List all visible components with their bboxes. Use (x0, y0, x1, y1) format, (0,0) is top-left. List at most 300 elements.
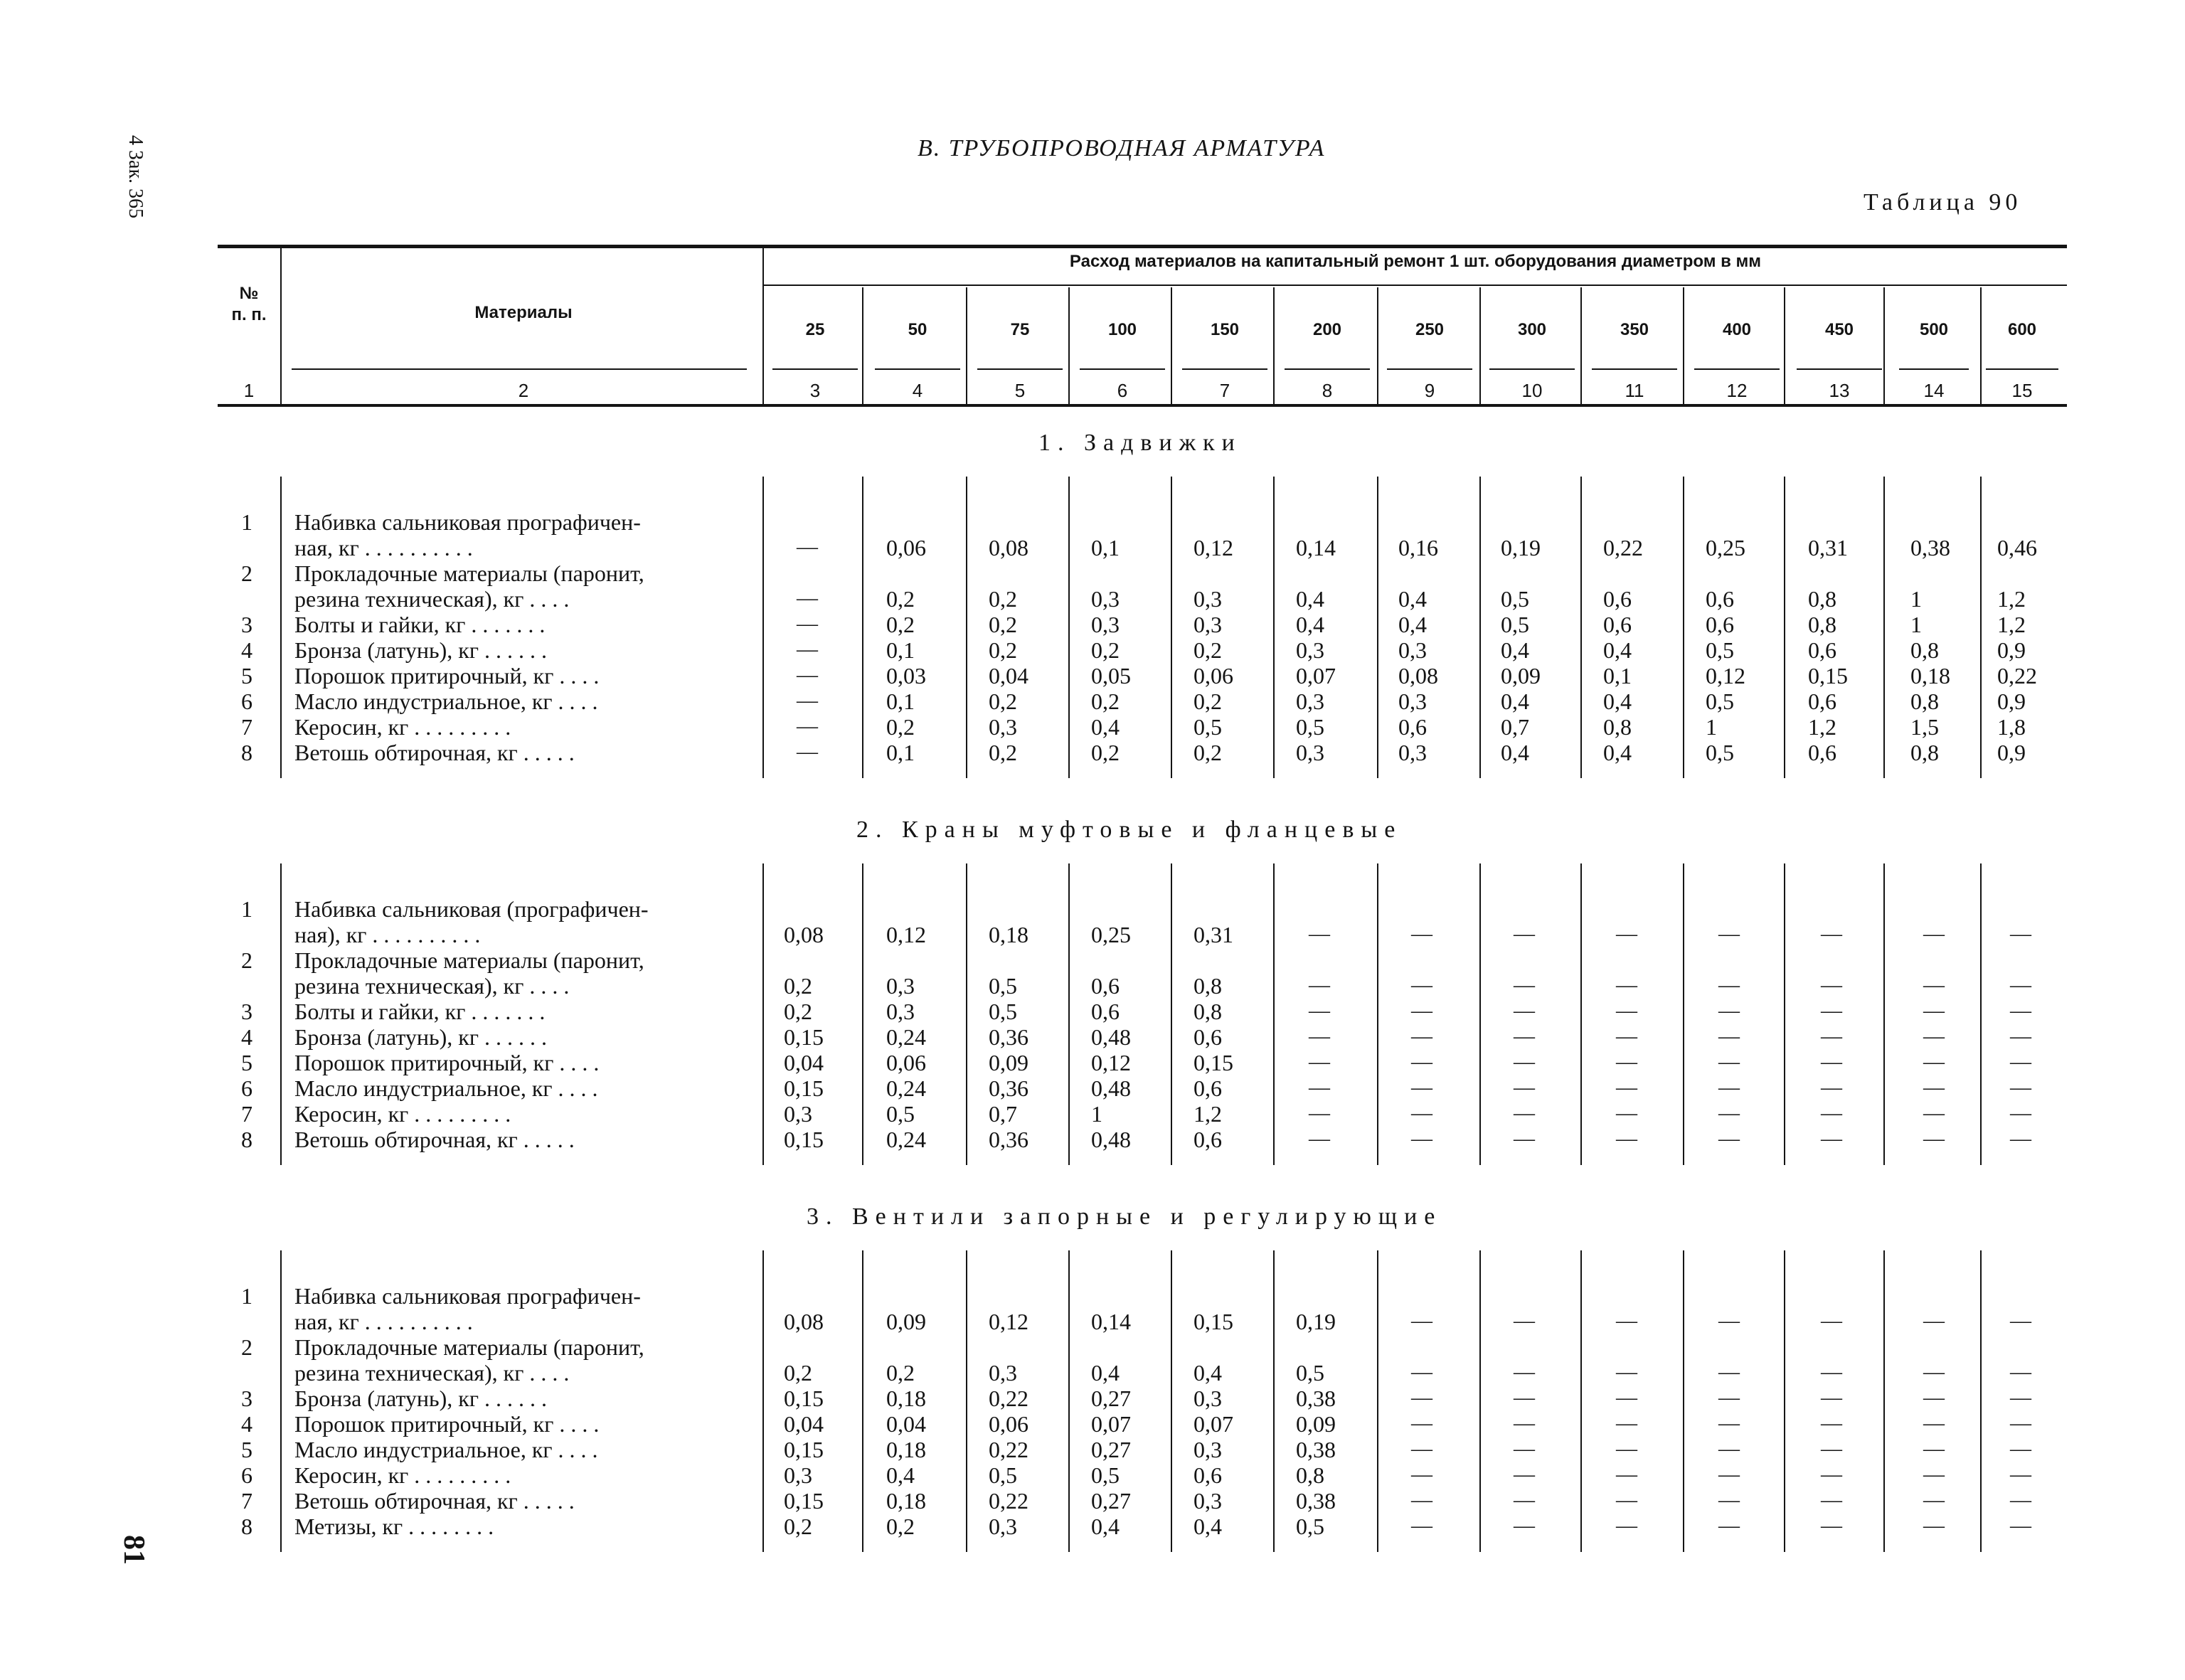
header-sep-rule (292, 368, 747, 370)
cell-value: 0,18 (886, 1488, 926, 1514)
empty-value: — (2010, 1514, 2031, 1537)
cell-value: 0,15 (784, 1075, 824, 1101)
cell-value: 0,3 (1193, 612, 1222, 637)
body-col-divider (1784, 1250, 1785, 1552)
empty-value: — (1821, 973, 1842, 996)
column-number: 10 (1521, 380, 1543, 401)
cell-value: 0,8 (1910, 689, 1939, 714)
empty-value: — (1411, 1024, 1432, 1048)
body-col-divider (1883, 477, 1885, 778)
cell-value: 0,15 (1193, 1309, 1233, 1334)
diameter-sep-rule (1080, 368, 1165, 370)
diameter-header: 400 (1722, 320, 1752, 339)
column-number: 6 (1117, 380, 1128, 401)
cell-value: 0,31 (1193, 922, 1233, 947)
empty-value: — (1616, 1488, 1637, 1511)
empty-value: — (1923, 922, 1945, 945)
empty-value: — (1821, 1437, 1842, 1460)
empty-value: — (1309, 999, 1330, 1022)
cell-value: 0,6 (1193, 1462, 1222, 1488)
cell-value: 0,8 (1193, 999, 1222, 1024)
material-name: Ветошь обтирочная, кг . . . . . (294, 740, 575, 765)
cell-value: 0,07 (1296, 663, 1336, 689)
empty-value: — (1514, 922, 1535, 945)
material-name: Керосин, кг . . . . . . . . . (294, 714, 511, 740)
cell-value: 0,08 (989, 535, 1028, 560)
body-col-divider (1068, 863, 1070, 1165)
body-col-divider (1883, 863, 1885, 1165)
table-label: Таблица 90 (1864, 189, 2022, 216)
cell-value: 0,3 (1193, 586, 1222, 612)
empty-value: — (1616, 1514, 1637, 1537)
cell-value: 0,36 (989, 1075, 1028, 1101)
cell-value: 0,15 (784, 1127, 824, 1152)
row-number: 3 (241, 612, 252, 637)
cell-value: 0,6 (1808, 637, 1836, 663)
body-col-divider (1479, 1250, 1481, 1552)
body-col-divider (1479, 863, 1481, 1165)
row-number: 6 (241, 689, 252, 714)
column-number: 15 (2011, 380, 2033, 401)
empty-value: — (1718, 1101, 1740, 1125)
empty-value: — (1309, 1024, 1330, 1048)
body-col-divider (1580, 477, 1582, 778)
row-number: 7 (241, 1488, 252, 1514)
empty-value: — (1514, 1462, 1535, 1486)
cell-value: 0,04 (784, 1411, 824, 1437)
empty-value: — (797, 535, 818, 558)
margin-note: 4 Зак. 365 (124, 135, 147, 219)
empty-value: — (1616, 973, 1637, 996)
material-name: Метизы, кг . . . . . . . . (294, 1514, 494, 1539)
span-header: Расход материалов на капитальный ремонт 1 шт. оборудования диаметром в мм (1069, 252, 1762, 271)
cell-value: 0,4 (1091, 1360, 1120, 1386)
empty-value: — (1821, 1360, 1842, 1383)
cell-value: 0,08 (1398, 663, 1438, 689)
cell-value: 0,25 (1706, 535, 1745, 560)
cell-value: 0,3 (1398, 689, 1427, 714)
cell-value: 0,27 (1091, 1488, 1131, 1514)
cell-value: 0,6 (1706, 586, 1734, 612)
column-number: 8 (1322, 380, 1333, 401)
cell-value: 0,4 (1398, 586, 1427, 612)
column-number: 3 (809, 380, 821, 401)
material-name: Порошок притирочный, кг . . . . (294, 1050, 600, 1075)
cell-value: 0,5 (1706, 740, 1734, 765)
empty-value: — (1718, 1437, 1740, 1460)
empty-value: — (1923, 1101, 1945, 1125)
body-col-divider (1171, 863, 1172, 1165)
empty-value: — (1514, 1437, 1535, 1460)
material-name: Масло индустриальное, кг . . . . (294, 689, 598, 714)
body-col-divider (1273, 863, 1275, 1165)
empty-value: — (1923, 1075, 1945, 1099)
empty-value: — (1923, 1127, 1945, 1150)
cell-value: 0,36 (989, 1127, 1028, 1152)
cell-value: 0,3 (1398, 637, 1427, 663)
cell-value: 0,12 (1091, 1050, 1131, 1075)
empty-value: — (1514, 1514, 1535, 1537)
body-divider (762, 863, 764, 1165)
body-col-divider (1377, 1250, 1378, 1552)
cell-value: 1 (1091, 1101, 1102, 1127)
empty-value: — (2010, 1411, 2031, 1435)
column-number: 9 (1424, 380, 1435, 401)
cell-value: 1,2 (1997, 612, 2026, 637)
cell-value: 0,48 (1091, 1075, 1131, 1101)
empty-value: — (1821, 1462, 1842, 1486)
cell-value: 0,6 (1808, 689, 1836, 714)
cell-value: 0,5 (886, 1101, 915, 1127)
row-number: 3 (241, 999, 252, 1024)
row-number: 8 (241, 1514, 252, 1539)
diameter-header: 50 (908, 320, 927, 339)
column-number: 1 (243, 380, 255, 401)
column-number: 2 (518, 380, 529, 401)
column-number: 11 (1625, 380, 1644, 401)
num-header: № п. п. (231, 284, 267, 324)
empty-value: — (1718, 1309, 1740, 1332)
body-divider (280, 863, 282, 1165)
header-divider (280, 246, 282, 405)
empty-value: — (1718, 1050, 1740, 1073)
cell-value: 0,6 (1193, 1024, 1222, 1050)
empty-value: — (2010, 1309, 2031, 1332)
material-name: Набивка сальниковая прографичен- (294, 509, 641, 535)
empty-value: — (1411, 1386, 1432, 1409)
diameter-sep-rule (772, 368, 858, 370)
cell-value: 0,38 (1296, 1437, 1336, 1462)
cell-value: 0,15 (1193, 1050, 1233, 1075)
cell-value: 0,2 (989, 612, 1017, 637)
row-number: 8 (241, 1127, 252, 1152)
empty-value: — (1923, 1309, 1945, 1332)
cell-value: 0,3 (1398, 740, 1427, 765)
cell-value: 0,6 (1193, 1075, 1222, 1101)
cell-value: 0,12 (1706, 663, 1745, 689)
cell-value: 0,2 (886, 714, 915, 740)
cell-value: 0,1 (886, 637, 915, 663)
cell-value: 0,15 (784, 1488, 824, 1514)
cell-value: 0,07 (1193, 1411, 1233, 1437)
cell-value: 0,15 (784, 1437, 824, 1462)
cell-value: 0,16 (1398, 535, 1438, 560)
cell-value: 0,4 (1501, 740, 1529, 765)
cell-value: 0,2 (886, 586, 915, 612)
cell-value: 0,3 (1193, 1488, 1222, 1514)
cell-value: 0,18 (1910, 663, 1950, 689)
cell-value: 0,48 (1091, 1024, 1131, 1050)
row-number: 6 (241, 1462, 252, 1488)
empty-value: — (1616, 1411, 1637, 1435)
diameter-sep-rule (1797, 368, 1882, 370)
cell-value: 0,3 (989, 1360, 1017, 1386)
empty-value: — (797, 637, 818, 661)
diameter-header: 500 (1919, 320, 1949, 339)
body-col-divider (1580, 863, 1582, 1165)
header-bottom-rule (218, 404, 2067, 407)
material-name: Болты и гайки, кг . . . . . . . (294, 999, 546, 1024)
cell-value: 0,22 (989, 1386, 1028, 1411)
cell-value: 0,46 (1997, 535, 2037, 560)
cell-value: 0,8 (1603, 714, 1632, 740)
row-number: 4 (241, 637, 252, 663)
diameter-header: 300 (1517, 320, 1547, 339)
empty-value: — (1616, 999, 1637, 1022)
cell-value: 0,24 (886, 1127, 926, 1152)
cell-value: 0,4 (1603, 637, 1632, 663)
material-name: Масло индустриальное, кг . . . . (294, 1075, 598, 1101)
row-number: 4 (241, 1411, 252, 1437)
cell-value: 1,8 (1997, 714, 2026, 740)
body-divider (280, 477, 282, 778)
empty-value: — (1411, 1462, 1432, 1486)
empty-value: — (1616, 1462, 1637, 1486)
empty-value: — (797, 663, 818, 686)
cell-value: 0,2 (1091, 740, 1120, 765)
material-name: Ветошь обтирочная, кг . . . . . (294, 1127, 575, 1152)
body-divider (762, 1250, 764, 1552)
cell-value: 0,9 (1997, 689, 2026, 714)
cell-value: 0,36 (989, 1024, 1028, 1050)
cell-value: 0,09 (1501, 663, 1541, 689)
diameter-sep-rule (1592, 368, 1677, 370)
body-col-divider (1068, 1250, 1070, 1552)
body-divider (762, 477, 764, 778)
diameter-header: 450 (1824, 320, 1854, 339)
cell-value: 0,3 (1193, 1386, 1222, 1411)
cell-value: 0,9 (1997, 740, 2026, 765)
empty-value: — (2010, 1101, 2031, 1125)
cell-value: 0,38 (1296, 1386, 1336, 1411)
empty-value: — (1821, 1101, 1842, 1125)
cell-value: 0,15 (1808, 663, 1848, 689)
empty-value: — (1411, 1127, 1432, 1150)
empty-value: — (1309, 1050, 1330, 1073)
cell-value: 0,05 (1091, 663, 1131, 689)
diameter-header: 150 (1210, 320, 1240, 339)
empty-value: — (2010, 1462, 2031, 1486)
row-number: 2 (241, 1334, 252, 1360)
body-col-divider (1883, 1250, 1885, 1552)
empty-value: — (1411, 1360, 1432, 1383)
diameter-header: 200 (1312, 320, 1342, 339)
diameter-header: 600 (2007, 320, 2037, 339)
body-col-divider (862, 1250, 863, 1552)
empty-value: — (1309, 1127, 1330, 1150)
cell-value: 0,06 (1193, 663, 1233, 689)
empty-value: — (1411, 1050, 1432, 1073)
empty-value: — (2010, 1024, 2031, 1048)
cell-value: 0,08 (784, 922, 824, 947)
cell-value: 0,08 (784, 1309, 824, 1334)
body-col-divider (1068, 477, 1070, 778)
diameter-header: 250 (1415, 320, 1445, 339)
empty-value: — (1514, 1411, 1535, 1435)
cell-value: 0,8 (1296, 1462, 1324, 1488)
cell-value: 0,09 (886, 1309, 926, 1334)
cell-value: 0,03 (886, 663, 926, 689)
row-number: 2 (241, 947, 252, 973)
empty-value: — (2010, 1050, 2031, 1073)
cell-value: 0,5 (989, 999, 1017, 1024)
material-name: Прокладочные материалы (паронит, (294, 1334, 644, 1360)
column-number: 13 (1829, 380, 1850, 401)
row-number: 1 (241, 509, 252, 535)
empty-value: — (1821, 1411, 1842, 1435)
diameter-sep-rule (1182, 368, 1267, 370)
cell-value: 0,19 (1296, 1309, 1336, 1334)
cell-value: 0,2 (784, 973, 812, 999)
row-number: 7 (241, 714, 252, 740)
cell-value: 0,09 (1296, 1411, 1336, 1437)
body-col-divider (1683, 1250, 1684, 1552)
body-col-divider (1273, 477, 1275, 778)
body-col-divider (862, 863, 863, 1165)
cell-value: 0,2 (886, 1360, 915, 1386)
empty-value: — (2010, 1360, 2031, 1383)
material-name: ная, кг . . . . . . . . . . (294, 1309, 473, 1334)
material-name: Прокладочные материалы (паронит, (294, 947, 644, 973)
empty-value: — (2010, 1488, 2031, 1511)
cell-value: 0,3 (784, 1101, 812, 1127)
row-number: 5 (241, 1437, 252, 1462)
cell-value: 0,6 (1706, 612, 1734, 637)
empty-value: — (1821, 1050, 1842, 1073)
empty-value: — (1411, 1101, 1432, 1125)
cell-value: 1,5 (1910, 714, 1939, 740)
cell-value: 0,8 (1193, 973, 1222, 999)
body-col-divider (1980, 477, 1982, 778)
empty-value: — (1616, 922, 1637, 945)
cell-value: 0,22 (989, 1437, 1028, 1462)
cell-value: 0,3 (1296, 740, 1324, 765)
cell-value: 0,1 (1603, 663, 1632, 689)
cell-value: 0,5 (1706, 637, 1734, 663)
body-col-divider (1784, 477, 1785, 778)
cell-value: 1 (1910, 612, 1922, 637)
empty-value: — (1616, 1360, 1637, 1383)
material-name: Ветошь обтирочная, кг . . . . . (294, 1488, 575, 1514)
body-col-divider (1784, 863, 1785, 1165)
empty-value: — (2010, 922, 2031, 945)
body-col-divider (1683, 863, 1684, 1165)
empty-value: — (2010, 1437, 2031, 1460)
empty-value: — (1616, 1437, 1637, 1460)
cell-value: 0,5 (989, 973, 1017, 999)
empty-value: — (1411, 973, 1432, 996)
cell-value: 1,2 (1997, 586, 2026, 612)
cell-value: 0,2 (989, 586, 1017, 612)
empty-value: — (1923, 1488, 1945, 1511)
empty-value: — (1923, 1050, 1945, 1073)
empty-value: — (1616, 1309, 1637, 1332)
cell-value: 0,7 (989, 1101, 1017, 1127)
cell-value: 0,8 (1910, 740, 1939, 765)
material-name: Порошок притирочный, кг . . . . (294, 663, 600, 689)
empty-value: — (1923, 1386, 1945, 1409)
empty-value: — (1616, 1024, 1637, 1048)
body-col-divider (1377, 863, 1378, 1165)
materials-header: Материалы (474, 303, 573, 322)
diameter-sep-rule (977, 368, 1063, 370)
cell-value: 0,18 (886, 1437, 926, 1462)
empty-value: — (797, 740, 818, 763)
empty-value: — (1514, 1024, 1535, 1048)
empty-value: — (1411, 1075, 1432, 1099)
column-number: 14 (1923, 380, 1945, 401)
empty-value: — (2010, 1075, 2031, 1099)
cell-value: 0,12 (1193, 535, 1233, 560)
row-number: 7 (241, 1101, 252, 1127)
cell-value: 0,48 (1091, 1127, 1131, 1152)
empty-value: — (1309, 1075, 1330, 1099)
cell-value: 0,5 (1296, 1514, 1324, 1539)
cell-value: 0,14 (1296, 535, 1336, 560)
empty-value: — (1616, 1101, 1637, 1125)
empty-value: — (1718, 922, 1740, 945)
empty-value: — (1821, 1075, 1842, 1099)
cell-value: 0,1 (886, 740, 915, 765)
cell-value: 1,2 (1193, 1101, 1222, 1127)
cell-value: 0,8 (1808, 586, 1836, 612)
body-col-divider (1683, 477, 1684, 778)
row-number: 5 (241, 1050, 252, 1075)
cell-value: 0,3 (1193, 1437, 1222, 1462)
cell-value: 0,6 (1398, 714, 1427, 740)
cell-value: 0,6 (1091, 973, 1120, 999)
material-name: резина техническая), кг . . . . (294, 973, 570, 999)
empty-value: — (1616, 1127, 1637, 1150)
body-col-divider (862, 477, 863, 778)
group-title: 3. Вентили запорные и регулирующие (807, 1203, 1442, 1230)
empty-value: — (1616, 1050, 1637, 1073)
cell-value: 0,4 (886, 1462, 915, 1488)
empty-value: — (1411, 1411, 1432, 1435)
material-name: Бронза (латунь), кг . . . . . . (294, 637, 547, 663)
empty-value: — (1616, 1386, 1637, 1409)
body-col-divider (966, 1250, 967, 1552)
cell-value: 1 (1706, 714, 1717, 740)
empty-value: — (1514, 973, 1535, 996)
material-name: Керосин, кг . . . . . . . . . (294, 1462, 511, 1488)
cell-value: 0,06 (989, 1411, 1028, 1437)
empty-value: — (2010, 973, 2031, 996)
diameter-sep-rule (1387, 368, 1472, 370)
material-name: Болты и гайки, кг . . . . . . . (294, 612, 546, 637)
diameter-header: 75 (1010, 320, 1030, 339)
material-name: ная), кг . . . . . . . . . . (294, 922, 481, 947)
body-col-divider (966, 863, 967, 1165)
cell-value: 0,04 (886, 1411, 926, 1437)
cell-value: 0,2 (886, 1514, 915, 1539)
cell-value: 0,07 (1091, 1411, 1131, 1437)
cell-value: 0,6 (1808, 740, 1836, 765)
row-number: 5 (241, 663, 252, 689)
empty-value: — (1411, 1488, 1432, 1511)
empty-value: — (1514, 1386, 1535, 1409)
cell-value: 0,24 (886, 1075, 926, 1101)
empty-value: — (1821, 1309, 1842, 1332)
cell-value: 0,22 (989, 1488, 1028, 1514)
empty-value: — (1718, 1360, 1740, 1383)
empty-value: — (1718, 1075, 1740, 1099)
column-number: 5 (1014, 380, 1026, 401)
diameter-sep-rule (875, 368, 960, 370)
empty-value: — (1309, 973, 1330, 996)
cell-value: 0,6 (1193, 1127, 1222, 1152)
cell-value: 0,2 (784, 999, 812, 1024)
